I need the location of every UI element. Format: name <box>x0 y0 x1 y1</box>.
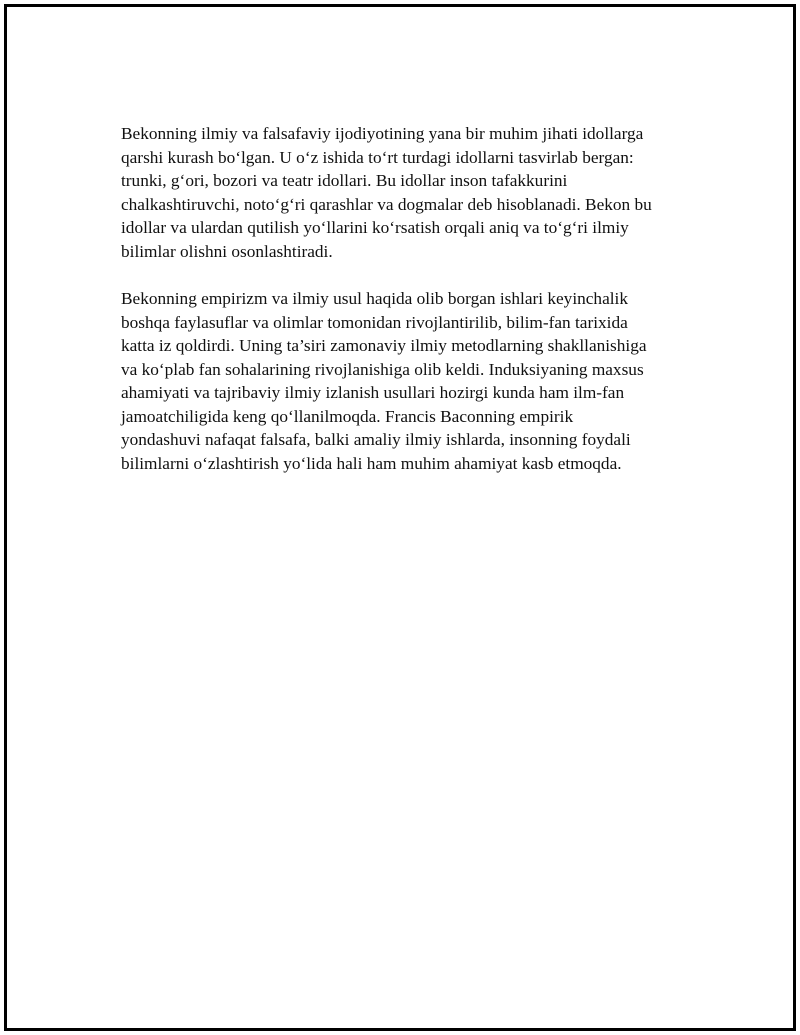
text-line: bilimlarni o‘zlashtirish yo‘lida hali ham muhim ahamiyat kasb etmoqda. <box>121 453 622 473</box>
text-line: yondashuvi nafaqat falsafa, balki amaliy ilmiy ishlarda, insonning foydali <box>121 430 631 449</box>
paragraph-idols <box>121 122 693 263</box>
text-line: jamoatchiligida keng qo‘llanilmoqda. Francis Baconning empirik <box>121 406 574 426</box>
text-line: qarshi kurash bo‘lgan. U o‘z ishida to‘rt turdagi idollarni tasvirlab bergan: <box>121 147 634 167</box>
text-line: trunki, g‘ori, bozori va teatr idollari. Bu idollar inson tafakkurini <box>121 171 568 190</box>
text-line: chalkashtiruvchi, noto‘g‘ri qarashlar va dogmalar deb hisoblanadi. Bekon bu <box>121 194 652 214</box>
text-line: idollar va ulardan qutilish yo‘llarini ko‘rsatish orqali aniq va to‘g‘ri ilmiy <box>121 218 629 237</box>
text-line: bilimlar olishni osonlashtiradi. <box>121 241 333 261</box>
text-line: Bekonning ilmiy va falsafaviy ijodiyotining yana bir muhim jihati idollarga <box>121 124 644 143</box>
text-line: Bekonning empirizm va ilmiy usul haqida olib borgan ishlari keyinchalik <box>121 289 628 308</box>
text-line: va ko‘plab fan sohalarining rivojlanishiga olib keldi. Induksiyaning maxsus <box>121 359 644 379</box>
text-line: katta iz qoldirdi. Uning ta’siri zamonaviy ilmiy metodlarning shakllanishiga <box>121 336 647 355</box>
text-line: ahamiyati va tajribaviy ilmiy izlanish usullari hozirgi kunda ham ilm-fan <box>121 383 625 402</box>
page-frame <box>4 4 796 1031</box>
text-line: boshqa faylasuflar va olimlar tomonidan rivojlantirilib, bilim-fan tarixida <box>121 312 628 332</box>
paragraph-empiricism <box>121 287 693 475</box>
document-body <box>121 122 693 499</box>
